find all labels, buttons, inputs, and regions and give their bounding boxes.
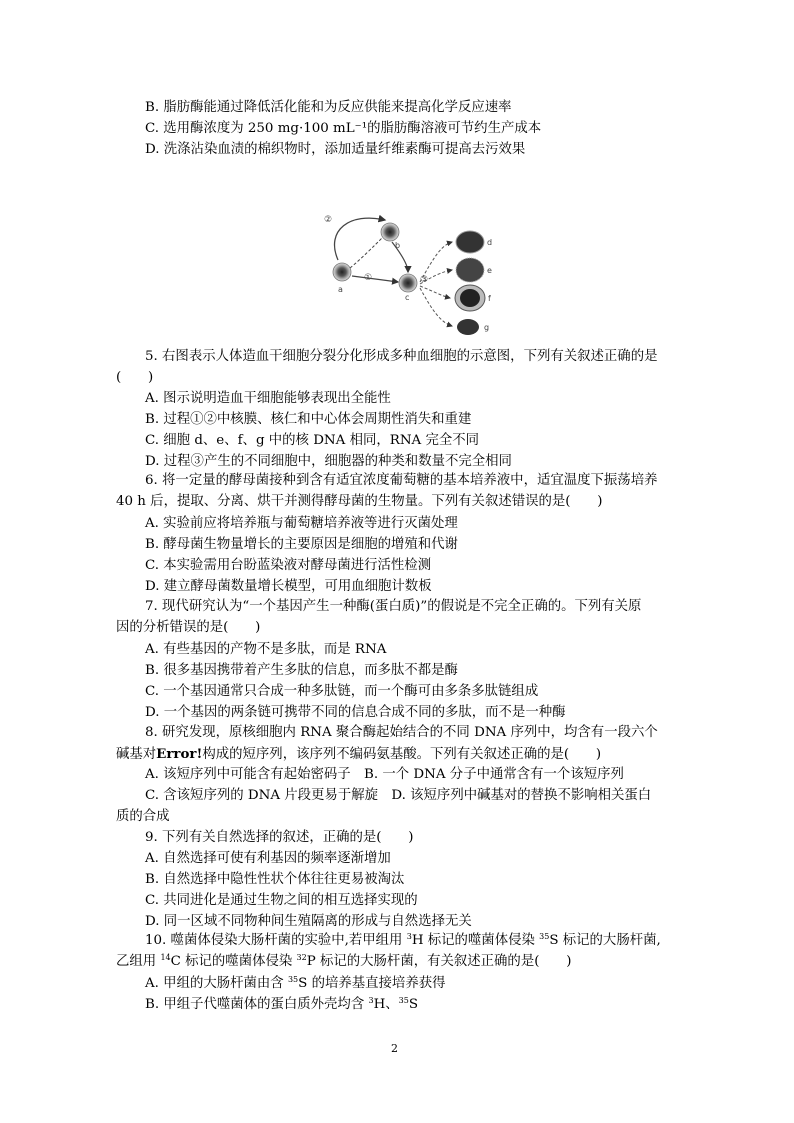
label-e: e: [487, 266, 492, 275]
q8-options-ab: A. 该短序列中可能含有起始密码子 B. 一个 DNA 分子中通常含有一个该短序列: [145, 767, 624, 782]
q7-option-c: C. 一个基因通常只合成一种多肽链，而一个酶可由多条多肽链组成: [145, 684, 539, 699]
label-process-1: ①: [364, 273, 373, 283]
q7-stem-line2: 因的分析错误的是( ): [116, 620, 261, 635]
q6-option-b: B. 酵母菌生物量增长的主要原因是细胞的增殖和代谢: [145, 537, 458, 552]
label-d: d: [487, 238, 493, 247]
q5-stem-line2: ( ): [116, 370, 154, 385]
q7-option-b: B. 很多基因携带着产生多肽的信息，而多肽不都是酶: [145, 663, 458, 678]
q5-option-c: C. 细胞 d、e、f、g 中的核 DNA 相同，RNA 完全不同: [145, 433, 480, 448]
cell-g: [457, 319, 479, 335]
q9-stem: 9. 下列有关自然选择的叙述，正确的是( ): [145, 830, 414, 845]
q7-option-d: D. 一个基因的两条链可携带不同的信息合成不同的多肽，而不是一种酶: [145, 705, 566, 720]
label-g: g: [484, 323, 490, 332]
q10-option-b: B. 甲组子代噬菌体的蛋白质外壳均含 $^3$H、$^{35}$S: [145, 996, 419, 1012]
q8-stem-line1: 8. 研究发现，原核细胞内 RNA 聚合酶起始结合的不同 DNA 序列中，均含有一段六个: [145, 725, 658, 740]
process-1-arrow: [352, 276, 398, 282]
q6-option-c: C. 本实验需用台盼蓝染液对酵母菌进行活性检测: [145, 558, 432, 573]
q5-option-a: A. 图示说明造血干细胞能够表现出全能性: [145, 391, 391, 406]
q5-option-b: B. 过程①②中核膜、核仁和中心体会周期性消失和重建: [145, 412, 472, 427]
q9-option-b: B. 自然选择中隐性性状个体往往更易被淘汰: [145, 872, 405, 887]
q7-option-a: A. 有些基因的产物不是多肽，而是 RNA: [145, 642, 387, 657]
q6-stem-line1: 6. 将一定量的酵母菌接种到含有适宜浓度葡萄糖的基本培养液中，适宜温度下振荡培养: [145, 473, 658, 488]
q4-option-b: B. 脂肪酶能通过降低活化能和为反应供能来提高化学反应速率: [145, 100, 512, 115]
q5-option-d: D. 过程③产生的不同细胞中，细胞器的种类和数量不完全相同: [145, 454, 512, 469]
error-field: Error!: [156, 746, 203, 762]
q5-stem-line1: 5. 右图表示人体造血干细胞分裂分化形成多种血细胞的示意图，下列有关叙述正确的是: [145, 349, 658, 364]
q6-stem-line2: 40 h 后，提取、分离、烘干并测得酵母菌的生物量。下列有关叙述错误的是( ): [116, 494, 603, 509]
q9-option-c: C. 共同进化是通过生物之间的相互选择实现的: [145, 893, 418, 908]
cell-d: [456, 231, 484, 253]
q10-stem-line2: 乙组用 $^{14}$C 标记的噬菌体侵染 $^{32}$P 标记的大肠杆菌，有关叙述正确的是( ): [116, 953, 572, 969]
q9-option-a: A. 自然选择可使有利基因的频率逐渐增加: [145, 851, 391, 866]
label-a: a: [338, 285, 343, 294]
q10-option-a: A. 甲组的大肠杆菌由含 $^{35}$S 的培养基直接培养获得: [145, 975, 446, 991]
a-to-b-arrow: [350, 238, 382, 268]
cell-c: [399, 274, 417, 292]
q4-option-c: C. 选用酶浓度为 250 mg·100 mL⁻¹的脂肪酶溶液可节约生产成本: [145, 121, 542, 136]
q7-stem-line1: 7. 现代研究认为“一个基因产生一种酶(蛋白质)”的假说是不完全正确的。下列有关原: [145, 599, 642, 614]
page-number: 2: [391, 1042, 398, 1055]
q6-option-a: A. 实验前应将培养瓶与葡萄糖培养液等进行灭菌处理: [145, 516, 458, 531]
label-process-3: ③: [420, 275, 429, 285]
q4-option-d: D. 洗涤沾染血渍的棉织物时，添加适量纤维素酶可提高去污效果: [145, 142, 526, 157]
q10-stem-line1: 10. 噬菌体侵染大肠杆菌的实验中,若甲组用 $^3$H 标记的噬菌体侵染 $^{35}$S 标记的大肠杆菌,: [145, 932, 661, 948]
cell-a: [333, 263, 351, 281]
label-b: b: [395, 241, 401, 250]
q8-stem-line2: 碱基对Error!构成的短序列，该序列不编码氨基酸。下列有关叙述正确的是( ): [116, 746, 602, 762]
label-process-2: ②: [324, 215, 333, 225]
cell-b: [381, 223, 399, 241]
q8-options-cd: C. 含该短序列的 DNA 片段更易于解旋 D. 该短序列中碱基对的替换不影响相关蛋白: [145, 788, 652, 803]
q6-option-d: D. 建立酵母菌数量增长模型，可用血细胞计数板: [145, 579, 432, 594]
label-f: f: [488, 294, 491, 303]
cell-e: [456, 258, 484, 282]
q8-options-cd-cont: 质的合成: [116, 809, 170, 824]
q9-option-d: D. 同一区域不同物种间生殖隔离的形成与自然选择无关: [145, 914, 472, 929]
process-2-arrow: [335, 218, 385, 260]
blood-cell-differentiation-diagram: [320, 200, 500, 340]
label-c: c: [405, 293, 410, 302]
